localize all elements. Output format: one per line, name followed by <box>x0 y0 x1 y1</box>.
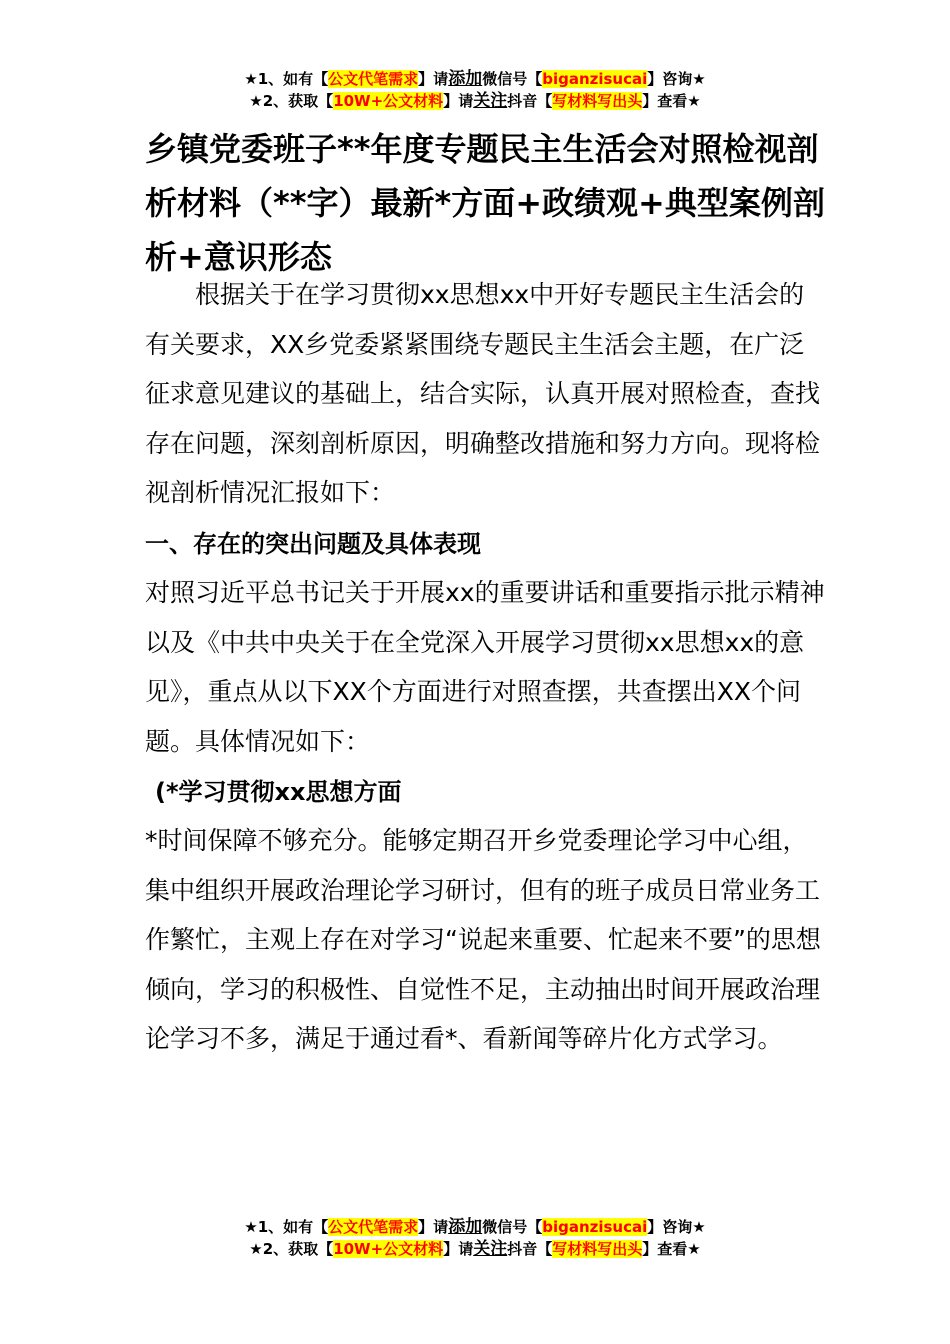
promo-line-2 <box>0 1238 950 1260</box>
promo-header <box>0 68 950 112</box>
promo-line-1 <box>0 68 950 90</box>
highlight-materials: 10W+公文材料 <box>333 92 444 110</box>
promo-text: 微信号【 <box>482 1218 543 1236</box>
highlight-service: 公文代笔需求 <box>328 70 419 88</box>
highlight-douyin: 写材料写出头 <box>552 92 643 110</box>
intro-paragraph: 根据关于在学习贯彻xx思想xx中开好专题民主生活会的有关要求，XX乡党委紧紧围绕专题民主生活会主题，在广泛征求意见建议的基础上，结合实际，认真开展对照检查，查找存在问题，深刻剖析原因，明确整改措施和努力方向。现将检视剖析情况汇报如下： <box>145 280 821 507</box>
promo-text: 】请 <box>418 1218 449 1236</box>
highlight-douyin: 写材料写出头 <box>552 1240 643 1258</box>
promo-footer <box>0 1216 950 1260</box>
section-paragraph: 对照习近平总书记关于开展xx的重要讲话和重要指示批示精神以及《中共中央关于在全党深入开展学习贯彻xx思想xx的意见》，重点从以下XX个方面进行对照查摆，共查摆出XX个问题。具体情况如下： <box>145 578 825 756</box>
promo-underlined: 关注 <box>473 91 508 111</box>
promo-underlined: 添加 <box>448 69 483 89</box>
promo-text: 】查看★ <box>642 92 701 110</box>
promo-text: ★2、获取【 <box>249 1240 334 1258</box>
highlight-wechat-id: biganzisucai <box>542 1218 648 1236</box>
promo-text: 】请 <box>443 92 474 110</box>
promo-line-2 <box>0 90 950 112</box>
promo-text: 抖音【 <box>507 1240 553 1258</box>
promo-text: 】咨询★ <box>647 1218 706 1236</box>
promo-text: 微信号【 <box>482 70 543 88</box>
promo-underlined: 添加 <box>448 1217 483 1237</box>
promo-text: ★1、如有【 <box>244 1218 329 1236</box>
subsection-paragraph: *时间保障不够充分。能够定期召开乡党委理论学习中心组，集中组织开展政治理论学习研讨，但有的班子成员日常业务工作繁忙，主观上存在对学习“说起来重要、忙起来不要”的思想倾向，学习的积极性、自觉性不足，主动抽出时间开展政治理论学习不多，满足于通过看*、看新闻等碎片化方式学习。 <box>145 826 821 1053</box>
document-title: 乡镇党委班子**年度专题民主生活会对照检视剖析材料（**字）最新*方面+政绩观+典型案例剖析+意识形态 <box>145 130 825 276</box>
promo-text: 】查看★ <box>642 1240 701 1258</box>
promo-text: ★1、如有【 <box>244 70 329 88</box>
subsection-heading: (*学习贯彻xx思想方面 <box>155 778 402 806</box>
promo-text: 】咨询★ <box>647 70 706 88</box>
section-heading: 一、存在的突出问题及具体表现 <box>145 530 481 558</box>
promo-text: 】请 <box>418 70 449 88</box>
promo-underlined: 关注 <box>473 1239 508 1259</box>
promo-text: ★2、获取【 <box>249 92 334 110</box>
promo-text: 】请 <box>443 1240 474 1258</box>
promo-line-1 <box>0 1216 950 1238</box>
highlight-wechat-id: biganzisucai <box>542 70 648 88</box>
highlight-materials: 10W+公文材料 <box>333 1240 444 1258</box>
highlight-service: 公文代笔需求 <box>328 1218 419 1236</box>
promo-text: 抖音【 <box>507 92 553 110</box>
